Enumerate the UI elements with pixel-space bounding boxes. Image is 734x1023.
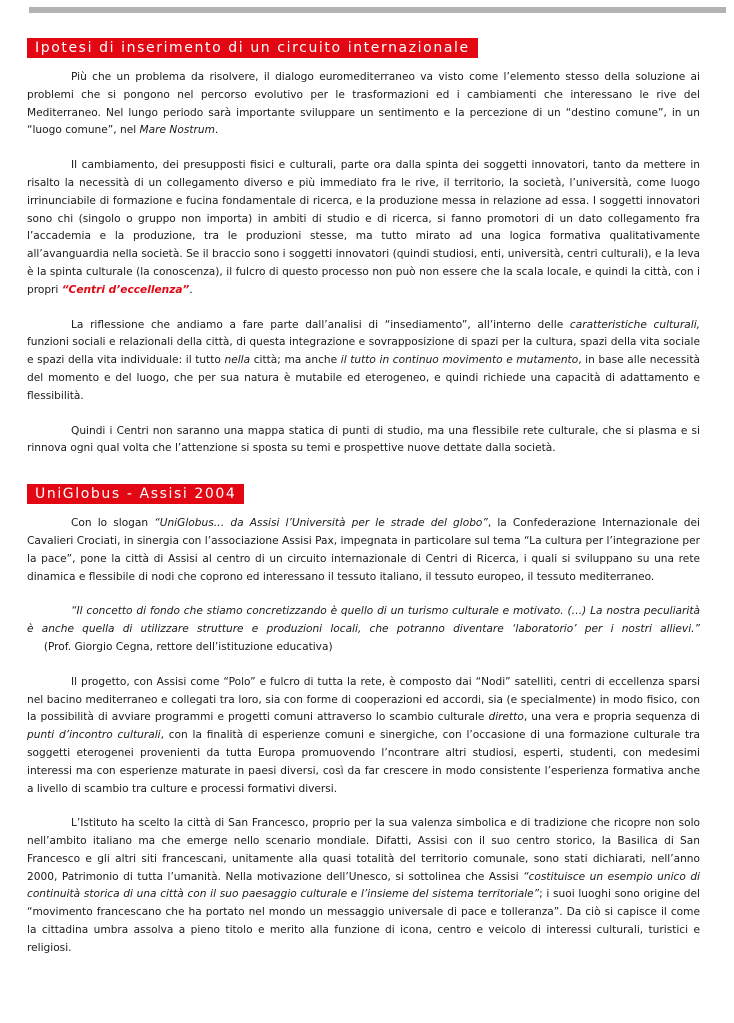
centri-eccellenza-highlight: “Centri d’eccellenza” bbox=[61, 283, 190, 296]
paragraph: Il cambiamento, dei presupposti fisici e culturali, parte ora dalla spinta dei soggetti innovatori, tanto da mettere in risalto la necessità di un collegamento diverso e più immediato fra le rive, il territorio, la società, l’università, come luogo irrinunciabile di formazione e fucina fondamentale di ricerca, e la produzione messa in relazione ad essa. I soggetti innovatori sono chi (singolo o gruppo non importa) in ambiti di studio e di ricerca, si fanno promotori di un dato collegamento fra l’accademia e la produzione, tra le produzioni stesse, ma tutto mirato ad una logica formativa qualitativamente all’avanguardia nella società. Se il braccio sono i soggetti innovatori (quindi studiosi, enti, università, centri culturali), e la leva è la spinta culturale (la conoscenza), il fulcro di questo processo non può non essere che la scala locale, e quindi la città, con i propri “Centri d’eccellenza”. bbox=[27, 159, 700, 296]
paragraph: La riflessione che andiamo a fare parte dall’analisi di “insediamento”, all’interno delle caratteristiche culturali, funzioni sociali e relazionali della città, di questa integrazione e sovrapposizione di spazi per la cultura, spazi della vita sociale e spazi della vita individuale: il tutto nella città; ma anche il tutto in continuo movimento e mutamento, in base alle necessità del momento e del luogo, che per sua natura è mutabile ed eterogeneo, e quindi richiede una capacità di adattamento e flessibilità. bbox=[27, 318, 701, 402]
quote-paragraph bbox=[27, 603, 700, 656]
paragraph: Più che un problema da risolvere, il dialogo euromediterraneo va visto come l’elemento stesso della soluzione ai problemi che si pongono nel percorso evolutivo per le trasformazioni ed i cambiamenti che interessano le rive del Mediterraneo. Nel lungo periodo sarà importante sviluppare un sentimento e la percezione di un “destino comune”, in un “luogo comune”, nel Mare Nostrum. bbox=[27, 71, 700, 137]
section-heading-circuito: Ipotesi di inserimento di un circuito internazionale bbox=[27, 38, 478, 58]
paragraph: Il progetto, con Assisi come “Polo” e fulcro di tutta la rete, è composto dai “Nodi” satelliti, centri di eccellenza sparsi nel bacino mediterraneo e collegati tra loro, sia con forme di cooperazioni ed accordi, sia (e specialmente) in modo fisico, con la possibilità di avviare programmi e progetti comuni attraverso lo scambio culturale diretto, una vera e propria sequenza di punti d’incontro culturali, con la finalità di esperienze comuni e sinergiche, con l’occasione di una formazione culturale tra soggetti eterogenei provenienti da tutta Europa promuovendo l’ncontrare altri studiosi, esperti, studenti, con medesimi interessi ma con esperienze maturate in paesi diversi, così da far crescere in modo consistente l’esperienza formativa anche a livello di scambio tra culture e processi formativi diversi. bbox=[27, 675, 700, 795]
paragraph: L’Istituto ha scelto la città di San Francesco, proprio per la sua valenza simbolica e di tradizione che ricopre non solo nell’ambito italiano ma che emerge nello scenario mondiale. Difatti, Assisi con il suo centro storico, la Basilica di San Francesco e gli altri siti francescani, unitamente alla quasi totalità del territorio comunale, sono stati dichiarati, nell’anno 2000, Patrimonio di tutta l’umanità. Nella motivazione dell’Unesco, si sottolinea che Assisi “costituisce un esempio unico di continuità storica di una città con il suo paesaggio culturale e l’insieme del sistema territoriale”; i suoi luoghi sono origine del “movimento francescano che ha portato nel mondo un messaggio universale di pace e tolleranza”. Da ciò si capisce il come la cittadina umbra assolva a pieno titolo e merito alla funzione di icona, centro e veicolo di interessi culturali, turistici e religiosi. bbox=[27, 817, 700, 954]
quote-text: “Il concetto di fondo che stiamo concretizzando è quello di un turismo culturale e motivato. (…) La nostra peculiarità è anche quella di utilizzare strutture e produzioni locali, che potranno diventare ‘laboratorio’ per i nostri allievi.” bbox=[27, 605, 700, 636]
quote-author: (Prof. Giorgio Cegna, rettore dell’istituzione educativa) bbox=[27, 640, 333, 653]
top-divider-bar bbox=[29, 7, 726, 13]
paragraph: Quindi i Centri non saranno una mappa statica di punti di studio, ma una flessibile rete culturale, che si plasma e si rinnova ogni qual volta che l’attenzione si sposta su temi e prospettive nuove dettate dalla società. bbox=[27, 424, 700, 455]
paragraph: Con lo slogan “UniGlobus… da Assisi l’Università per le strade del globo”, la Confederazione Internazionale dei Cavalieri Crociati, in sinergia con l’associazione Assisi Pax, impegnata in particolare sul tema “La cultura per l’integrazione per la pace”, pone la città di Assisi al centro di un circuito internazionale di Centri di Ricerca, i quali si sviluppano su una rete dinamica e flessibile di nodi che coprono ed interessano il tessuto italiano, il tessuto europeo, il tessuto mediterraneo. bbox=[27, 517, 700, 583]
document-page bbox=[27, 37, 700, 958]
section-heading-uniglobus: UniGlobus - Assisi 2004 bbox=[27, 484, 244, 504]
